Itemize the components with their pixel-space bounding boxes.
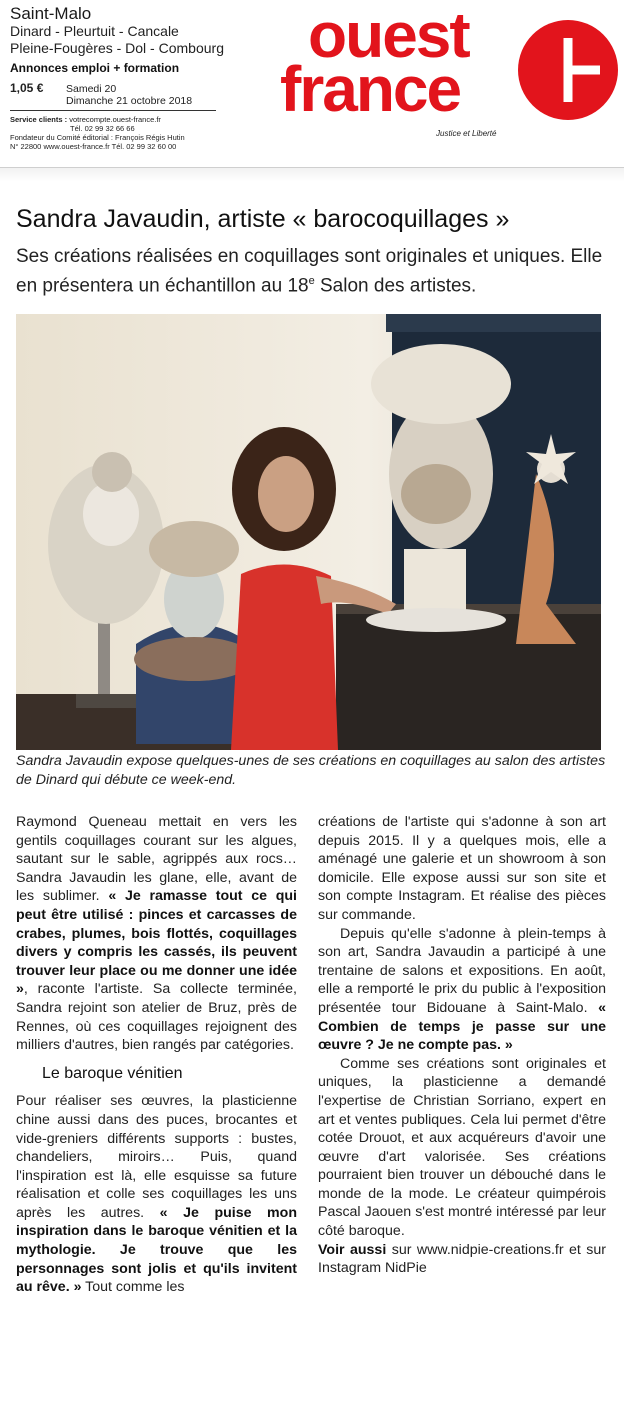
col1-p1-quote: « Je ramasse tout ce qui peut être utilisé : pinces et carcasses de crabes, plumes, bois flottés, coquillages divers y compris les cassés, ils peuvent trouver leur place ou me donner une idée » bbox=[16, 888, 297, 998]
col1-p1-text-a: Raymond Queneau mettait en vers les gentils coquillages courant sur les algues, sautant sur le sable, agrippés aux rocs… Sandra Javaudin les glane, elle, avant de les sublimer. bbox=[16, 814, 297, 905]
col2-paragraph-4 bbox=[318, 1241, 606, 1278]
photo-caption: Sandra Javaudin expose quelques-unes de ses créations en coquillages au salon des artistes de Dinard qui débute ce week-end. bbox=[16, 753, 606, 788]
edition-city: Saint-Malo bbox=[10, 4, 92, 23]
masthead-divider bbox=[10, 110, 216, 111]
issue-price: 1,05 € bbox=[10, 81, 44, 95]
numero-line: N° 22800 www.ouest-france.fr Tél. 02 99 32 60 00 bbox=[10, 142, 177, 151]
logo-slogan: Justice et Liberté bbox=[436, 129, 497, 138]
logo-line1: ouest bbox=[308, 0, 469, 71]
col1-p2-quote: « Je puise mon inspiration dans le baroque vénitien et la mythologie. Je trouve que les personnages sont jolis et qu'ils invitent au rêve. » bbox=[16, 1204, 298, 1296]
article-column-1 bbox=[16, 813, 297, 1297]
col1-p2-text-b: Tout comme les bbox=[81, 1279, 185, 1296]
subtitle-sup: e bbox=[308, 275, 315, 287]
col1-p1-text-b: , raconte l'artiste. Sa collecte terminée, Sandra rejoint son atelier de Bruz, près de Rennes, où ces coquillages rejoignent des milliers d'autres, bien rangés par catégories. bbox=[16, 981, 297, 1054]
issue-date-line2: Dimanche 21 octobre 2018 bbox=[66, 95, 193, 107]
col2-p2-quote: « Combien de temps je passe sur une œuvre ? Je ne compte pas. » bbox=[318, 999, 606, 1054]
annonces-label: Annonces emploi + formation bbox=[10, 61, 180, 75]
col2-p2-text-a: Depuis qu'elle s'adonne à plein-temps à son art, Sandra Javaudin a participé à une trentaine de salons et expositions. En août, elle a remporté le prix du public à l'exposition présentée tour Bidouane à Saint-Malo. bbox=[318, 925, 606, 1016]
logo-line2: france bbox=[280, 53, 461, 125]
col1-paragraph-1 bbox=[16, 813, 297, 1055]
service-site: votrecompte.ouest-france.fr bbox=[69, 115, 161, 124]
service-info bbox=[10, 115, 250, 151]
col1-paragraph-2 bbox=[16, 1092, 297, 1297]
edition-towns-line2: Pleine-Fougères - Dol - Combourg bbox=[10, 40, 224, 56]
article-column-2 bbox=[318, 813, 606, 1278]
subtitle-part1: Ses créations réalisées en coquillages sont originales et uniques. Elle en présentera un échantillon au 18 bbox=[16, 246, 603, 297]
price-date-row bbox=[10, 82, 250, 107]
col2-paragraph-3: Comme ses créations sont originales et uniques, la plasticienne a demandé l'expertise de Christian Sorriano, expert en art et ventes publiques. Cela lui permet d'être cotée Drouot, et aux acquéreurs d'avoir une œuvre d'art valorisée. Ses créations pourraient bien trouver un débouché dans le monde de la mode. Le créateur quimpérois Pascal Jaouen s'est montré intéressé par leur côté baroque. bbox=[318, 1055, 606, 1240]
col2-paragraph-1: créations de l'artiste qui s'adonne à son art depuis 2015. Il y a quelques mois, elle a aménagé une galerie et un showroom à son domicile. Elle expose aussi sur son site et son compte Instagram. Et réalise des pièces sur commande. bbox=[318, 814, 606, 923]
col1-p2-text-a: Pour réaliser ses œuvres, la plasticienne chine aussi dans des puces, brocantes et vide-greniers différents supports : bustes, chandeliers, miroirs… Puis, quand l'inspiration est là, elle esquisse sa future réalisation et colle ses coquillages les uns après les autres. bbox=[16, 1093, 297, 1221]
edition-towns-line1: Dinard - Pleurtuit - Cancale bbox=[10, 23, 179, 39]
logo-circle-icon bbox=[518, 20, 618, 120]
article-subtitle bbox=[16, 244, 606, 298]
ouest-france-logo bbox=[280, 0, 624, 138]
article-photo bbox=[16, 314, 601, 750]
article-title: Sandra Javaudin, artiste « barocoquillages » bbox=[16, 205, 510, 233]
service-tel: Tél. 02 99 32 66 66 bbox=[70, 124, 135, 133]
subtitle-part2: Salon des artistes. bbox=[314, 275, 477, 297]
section-subheading: Le baroque vénitien bbox=[42, 1064, 183, 1082]
col2-paragraph-2 bbox=[318, 925, 606, 1055]
masthead-edition-block bbox=[10, 4, 250, 151]
issue-date-line1: Samedi 20 bbox=[66, 83, 117, 95]
fondateur-line: Fondateur du Comité éditorial : François Régis Hutin bbox=[10, 133, 185, 142]
logo-wordmark bbox=[280, 0, 469, 125]
voir-aussi-label: Voir aussi bbox=[318, 1241, 387, 1258]
voir-aussi-links: sur www.nidpie-creations.fr et sur Instagram NidPie bbox=[318, 1241, 606, 1277]
header-divider bbox=[0, 167, 624, 182]
service-label: Service clients : bbox=[10, 115, 68, 124]
